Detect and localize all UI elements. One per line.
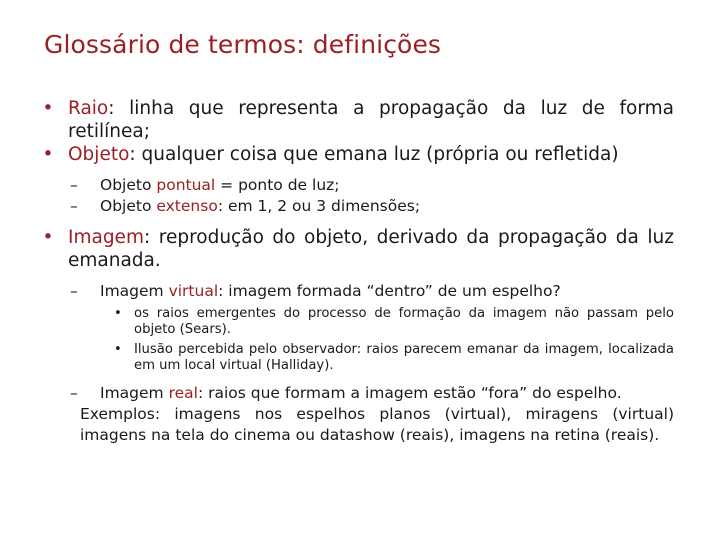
bullet-objeto: [28, 143, 674, 166]
note-sears: [28, 306, 674, 338]
dash-marker: –: [70, 197, 78, 215]
note-halliday: [28, 342, 674, 374]
note-sears-text: os raios emergentes do processo de formação da imagem não passam pelo objeto (Sears).: [134, 306, 674, 337]
examples-paragraph: Exemplos: imagens nos espelhos planos (virtual), miragens (virtual) imagens na tela do cinema ou datashow (reais), imagens na retina (reais).: [80, 405, 674, 444]
bullet-marker: •: [114, 342, 122, 357]
term-real: real: [168, 384, 198, 402]
subitem-objeto-pontual: [28, 175, 674, 196]
note-halliday-text: Ilusão percebida pelo observador: raios parecem emanar da imagem, localizada em um local virtual (Halliday).: [134, 342, 674, 373]
dash-marker: –: [70, 176, 78, 194]
definition-real: : raios que formam a imagem estão “fora” do espelho.: [197, 384, 622, 402]
subitem-prefix: Objeto: [100, 197, 157, 215]
subitem-objeto-extenso: [28, 196, 674, 217]
definition-pontual: = ponto de luz;: [215, 176, 340, 194]
definition-raio: : linha que representa a propagação da luz de forma retilínea;: [68, 98, 674, 142]
bullet-raio: [28, 97, 674, 143]
bullet-marker: •: [42, 98, 54, 119]
definition-imagem: : reprodução do objeto, derivado da propagação da luz emanada.: [68, 227, 674, 271]
dash-marker: –: [70, 282, 78, 300]
subitem-prefix: Imagem: [100, 384, 169, 402]
term-raio: Raio: [68, 98, 109, 119]
definition-extenso: : em 1, 2 ou 3 dimensões;: [217, 197, 421, 215]
term-pontual: pontual: [156, 176, 216, 194]
subitem-imagem-real: [28, 383, 674, 404]
bullet-marker: •: [42, 227, 54, 248]
bullet-marker: •: [42, 144, 54, 165]
bullet-imagem: [28, 226, 674, 272]
term-extenso: extenso: [156, 197, 218, 215]
term-virtual: virtual: [168, 282, 219, 300]
term-objeto: Objeto: [68, 144, 130, 165]
term-imagem: Imagem: [68, 227, 144, 248]
dash-marker: –: [70, 384, 78, 402]
subitem-prefix: Imagem: [100, 282, 169, 300]
definition-objeto: : qualquer coisa que emana luz (própria ou refletida): [129, 144, 619, 165]
definition-virtual: : imagem formada “dentro” de um espelho?: [218, 282, 561, 300]
bullet-marker: •: [114, 306, 122, 321]
slide-body: [28, 97, 674, 446]
slide-title: Glossário de termos: definições: [44, 30, 442, 59]
subitem-prefix: Objeto: [100, 176, 157, 194]
subitem-imagem-virtual: [28, 281, 674, 302]
